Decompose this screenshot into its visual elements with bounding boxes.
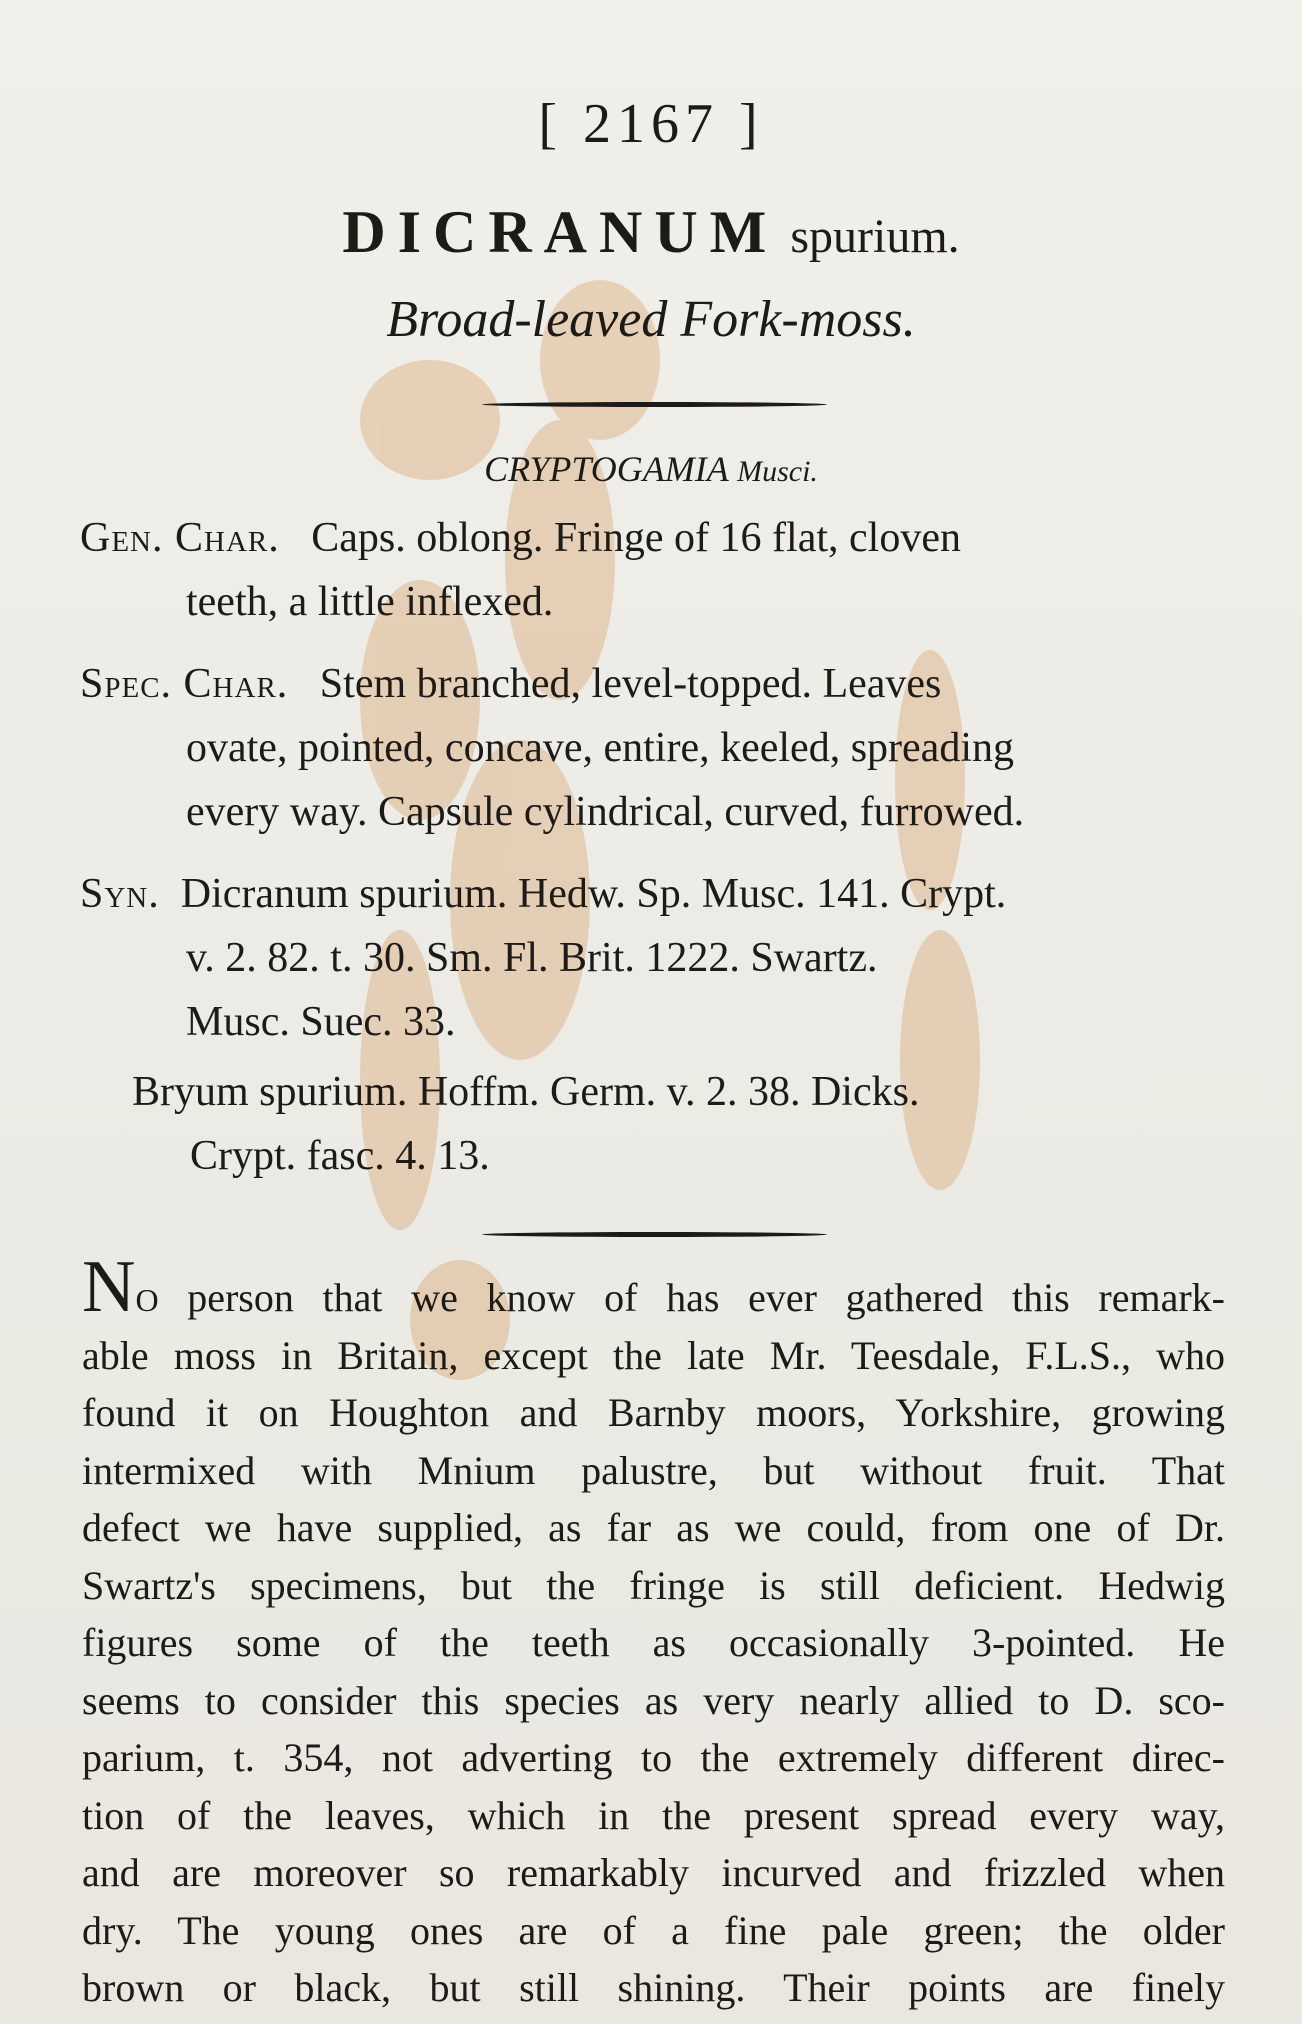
species-name: spurium. <box>790 210 960 263</box>
page-number: [ 2167 ] <box>538 93 764 155</box>
syn-line-2: v. 2. 82. t. 30. Sm. Fl. Brit. 1222. Swartz. <box>186 935 878 981</box>
species-title <box>0 198 1302 267</box>
body-paragraph <box>82 1246 1225 2017</box>
synonyms <box>80 862 1225 1054</box>
body-line: able moss in Britain, except the late Mr. Teesdale, F.L.S., who <box>82 1332 1225 1378</box>
gen-char-text-2: teeth, a little inflexed. <box>186 579 554 625</box>
body-line: seems to consider this species as very nearly allied to D. sco- <box>82 1677 1225 1723</box>
syn-line-3: Musc. Suec. 33. <box>186 999 456 1045</box>
syn-line-1: Dicranum spurium. Hedw. Sp. Musc. 141. Crypt. <box>180 871 1007 917</box>
specific-character <box>80 652 1225 844</box>
body-line: Swartz's specimens, but the fringe is still deficient. Hedwig <box>82 1562 1225 1608</box>
body-line: tion of the leaves, which in the present spread every way, <box>82 1792 1225 1838</box>
class-name: CRYPTOGAMIA <box>484 449 729 489</box>
body-line: found it on Houghton and Barnby moors, Yorkshire, growing <box>82 1390 1225 1435</box>
gen-char-label: Gen. Char. <box>80 515 280 561</box>
spec-char-text-3: every way. Capsule cylindrical, curved, furrowed. <box>186 789 1025 835</box>
body-line: person that we know of has ever gathered this remark- <box>158 1275 1225 1320</box>
divider-rule <box>482 402 827 407</box>
gen-char-text-1: Caps. oblong. Fringe of 16 flat, cloven <box>311 515 961 561</box>
body-line: intermixed with Mnium palustre, but without fruit. That <box>82 1447 1225 1493</box>
body-line: parium, t. 354, not adverting to the extremely different direc- <box>82 1735 1225 1780</box>
spec-char-text-1: Stem branched, level-topped. Leaves <box>319 661 942 707</box>
body-line: figures some of the teeth as occasionally 3-pointed. He <box>82 1620 1225 1665</box>
syn-line-4: Bryum spurium. Hoffm. Germ. v. 2. 38. Dicks. <box>132 1069 920 1115</box>
body-line: and are moreover so remarkably incurved and frizzled when <box>82 1850 1225 1895</box>
classification <box>0 448 1302 490</box>
body-line: dry. The young ones are of a fine pale green; the older <box>82 1907 1225 1953</box>
syn-line-5: Crypt. fasc. 4. 13. <box>190 1133 490 1179</box>
order-name: Musci. <box>737 455 818 488</box>
body-line: defect we have supplied, as far as we could, from one of Dr. <box>82 1505 1225 1550</box>
generic-character <box>80 506 1225 634</box>
drop-cap: N <box>82 1246 136 1328</box>
spec-char-label: Spec. Char. <box>80 661 289 707</box>
synonyms-continued <box>132 1060 1225 1188</box>
body-line: brown or black, but still shining. Their points are finely <box>82 1965 1225 2010</box>
divider-rule <box>482 1232 827 1237</box>
drop-cap-rest: o <box>135 1270 159 1321</box>
genus-name: DICRANUM <box>342 199 779 265</box>
common-name: Broad-leaved Fork-moss. <box>386 291 916 348</box>
syn-label: Syn. <box>80 871 160 917</box>
spec-char-text-2: ovate, pointed, concave, entire, keeled, spreading <box>186 725 1014 771</box>
